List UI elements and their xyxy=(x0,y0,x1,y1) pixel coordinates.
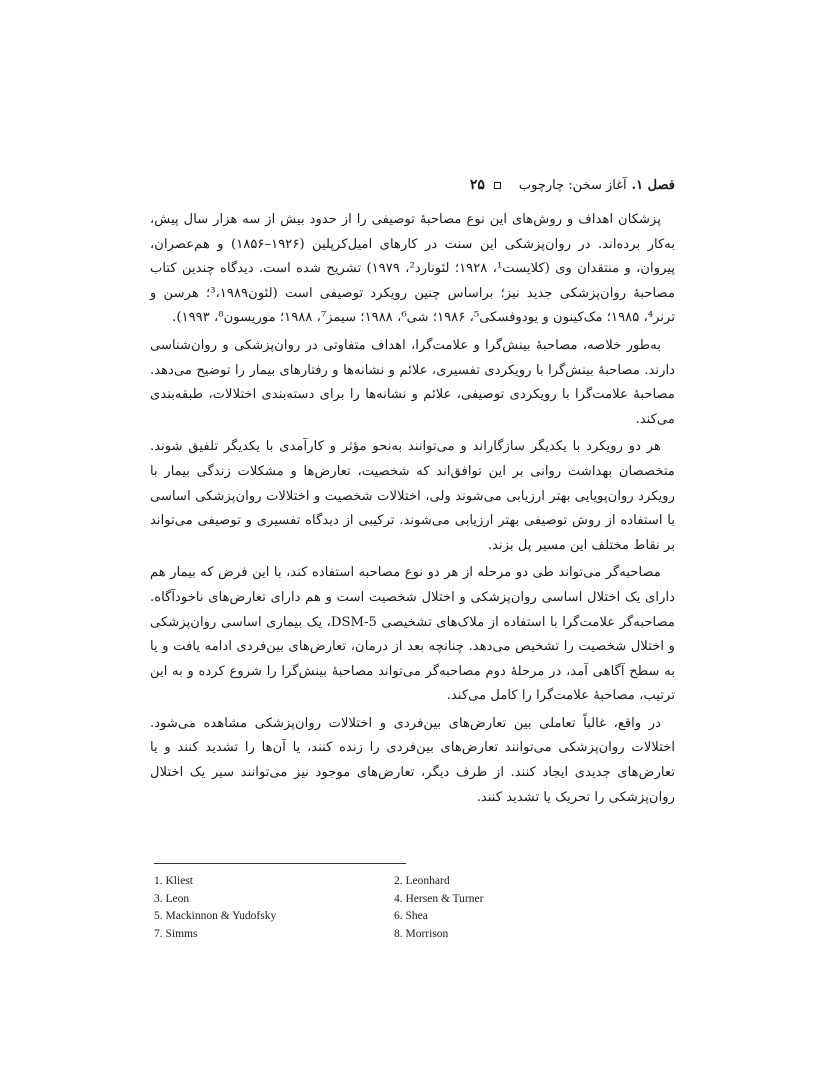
square-bullet-icon xyxy=(494,182,501,189)
footnote: 6. Shea xyxy=(394,910,428,922)
paragraph: پزشکان اهداف و روش‌های این نوع مصاحبهٔ توصیفی را از حدود بیش از سه هزار سال پیش، به‌کار برده‌اند. در روان‌پزشکی این سنت در کارهای امیل‌کرپلین (۱۹۲۶–۱۸۵۶) و هم‌عصران، پیروان، و منتقدان وی (کلایست¹، ۱۹۲۸؛ لئونارد²، ۱۹۷۹) تشریح شده است. دیدگاه چندین کتاب مصاحبهٔ روان‌پزشکی جدید نیز؛ براساس چنین رویکرد توصیفی است (لئون³،۱۹۸۹؛ هرسن و ترنر⁴، ۱۹۸۵؛ مک‌کینون و یودوفسکی⁵، ۱۹۸۶؛ شی⁶، ۱۹۸۸؛ سیمز⁷، ۱۹۸۸؛ موریسون⁸، ۱۹۹۳). xyxy=(150,212,676,326)
footnote-divider xyxy=(154,863,406,864)
page-number: ۲۵ xyxy=(469,177,485,193)
chapter-number: فصل ۱. xyxy=(631,177,675,193)
paragraph: هر دو رویکرد با یکدیگر سازگاراند و می‌توانند به‌نحو مؤثر و کارآمدی با یکدیگر تلفیق شوند. متخصصان بهداشت روانی بر این توافق‌اند که شخصیت، تعارض‌ها و مشکلات زندگی بیمار با رویکرد روان‌پویایی بهتر ارزیابی می‌شوند ولی، اختلالات شخصیت و اختلالات روان‌پزشکی اساسی با استفاده از روش توصیفی بهتر ارزیابی می‌شوند. ترکیبی از دیدگاه تفسیری و توصیفی می‌تواند بر نقاط مختلف این مسیر پل بزند. xyxy=(150,439,675,553)
footnotes xyxy=(154,874,534,942)
footnote: 1. Kliest xyxy=(154,875,193,887)
paragraph: به‌طور خلاصه، مصاحبهٔ بینش‌گرا و علامت‌گرا، اهداف متفاوتی در روان‌پزشکی و روان‌شناسی دارند. مصاحبهٔ بینش‌گرا با رویکردی تفسیری، علائم و نشانه‌ها و رفتارهای بیمار را توضیح می‌دهد. مصاحبهٔ علامت‌گرا با رویکردی توصیفی، علائم و نشانه‌ها را برای دسته‌بندی اختلالات، طبقه‌بندی می‌کند. xyxy=(150,337,675,427)
footnote: 3. Leon xyxy=(154,892,190,905)
paragraph: مصاحبه‌گر می‌تواند طی دو مرحله از هر دو نوع مصاحبه استفاده کند، با این فرض که بیمار هم دارای یک اختلال اساسی روان‌پزشکی و اختلال شخصیت است و هم دارای تعارض‌های ناخودآگاه. مصاحبه‌گر علامت‌گرا با استفاده از ملاک‌های تشخیصی DSM-5، یک بیماری اساسی روان‌پزشکی و اختلال شخصیت را تشخیص می‌دهد. چنانچه بعد از درمان، تعارض‌های بین‌فردی ادامه یافت و یا به سطح آگاهی آمد، در مرحلهٔ دوم مصاحبه‌گر می‌تواند مصاحبهٔ بینش‌گرا را شروع کرده و به این ترتیب، مصاحبهٔ علامت‌گرا را کامل می‌کند. xyxy=(150,565,675,704)
running-header xyxy=(150,174,675,196)
footnote: 8. Morrison xyxy=(394,927,449,940)
footnote: 4. Hersen & Turner xyxy=(394,892,484,905)
paragraph: در واقع، غالباً تعاملی بین تعارض‌های بین‌فردی و اختلالات روان‌پزشکی مشاهده می‌شود. اختلالات روان‌پزشکی می‌توانند تعارض‌های بین‌فردی را زنده کنند، یا آن‌ها را تشدید کنند و یا تعارض‌های جدیدی ایجاد کنند. از طرف دیگر، تعارض‌های موجود نیز می‌توانند سیر یک اختلال روان‌پزشکی را تحریک یا تشدید کنند. xyxy=(150,715,675,805)
footnote: 2. Leonhard xyxy=(394,875,450,887)
footnote: 7. Simms xyxy=(154,927,198,940)
chapter-title: آغاز سخن: چارچوب xyxy=(518,177,627,193)
body-text xyxy=(150,208,675,813)
footnote: 5. Mackinnon & Yudofsky xyxy=(154,910,277,922)
